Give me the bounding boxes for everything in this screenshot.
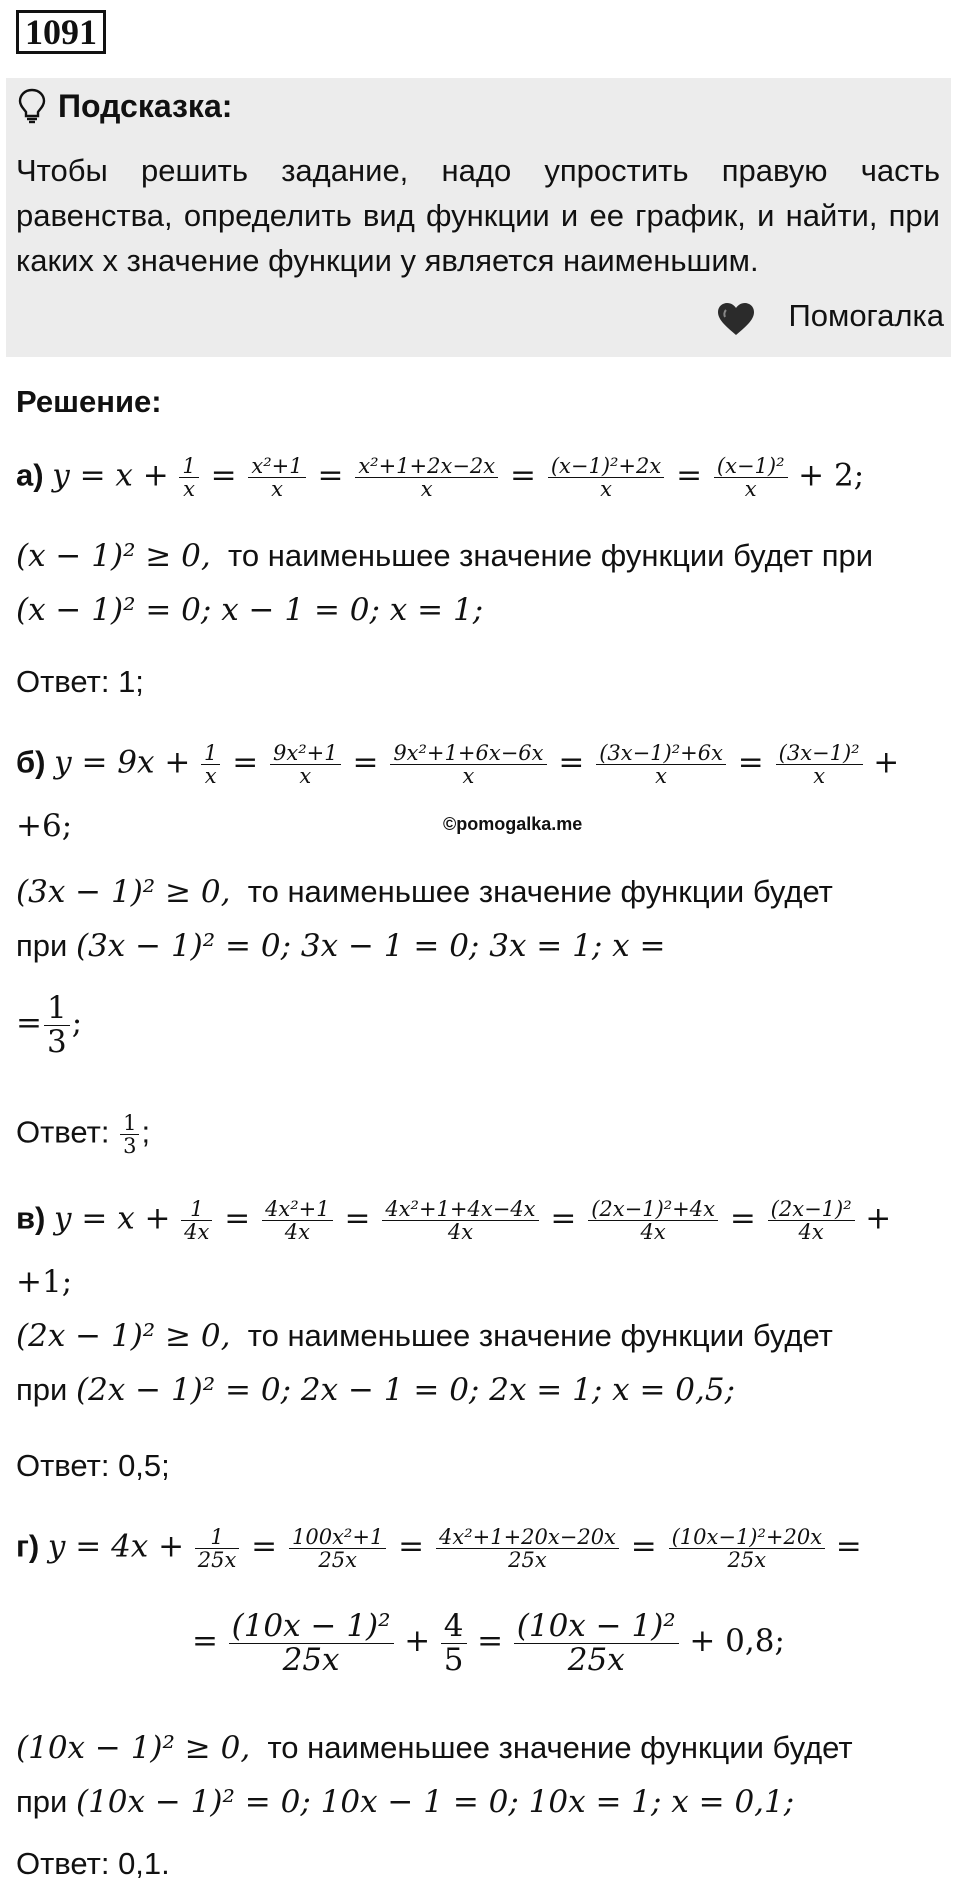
part-g-solve: при (10x − 1)² = 0; 10x − 1 = 0; 10x = 1; x = 0,1; [16, 1784, 795, 1820]
fraction: $\frac{\text{100x²+1}}{25x}$ [289, 1526, 386, 1571]
part-b-answer: Ответ: $\frac{1}{3}$ ; [16, 1111, 151, 1159]
fraction: $\frac{\text{(3x−1)²}}{x}$ [776, 742, 863, 787]
fraction: $\frac{\text{x²+1+2x−2x}}{x}$ [355, 455, 498, 500]
fraction: $\frac{\text{(2x−1)²}}{4x}$ [768, 1198, 855, 1243]
fraction: $\frac{1}{25x}$ [195, 1526, 240, 1571]
fraction: $\frac{\text{4x²+1+4x−4x}}{4x}$ [382, 1198, 538, 1243]
part-b-continuation: +6; [16, 808, 73, 844]
part-label: б) [16, 744, 46, 780]
fraction: $\frac{\text{(3x−1)²+6x}}{x}$ [596, 742, 726, 787]
fraction: $\frac{\text{(10x − 1)²}}{25x}$ [514, 1610, 679, 1676]
part-a-solve: (x − 1)² = 0; x − 1 = 0; x = 1; [16, 592, 484, 628]
part-a-equation: а) y = x + $\frac{1}{x}$ = $\frac{\text{x²+1}}{x}$ = $\frac{\text{x²+1+2x−2x}}{x}$ = $\frac{\text{(x−1)²+2x}}{x}$ = $\frac{\text{(x−1)²}}{x}$ + 2; [16, 454, 865, 502]
part-label: в) [16, 1200, 46, 1236]
fraction: $\frac{\text{(x−1)²}}{x}$ [714, 455, 788, 500]
fraction: $\frac{4}{5}$ [441, 1610, 467, 1676]
fraction: $\frac{\text{9x²+1+6x−6x}}{x}$ [390, 742, 546, 787]
fraction: $\frac{1}{x}$ [179, 455, 198, 500]
part-v-condition: (2x − 1)² ≥ 0, то наименьшее значение функции будет [16, 1318, 833, 1354]
part-a-answer: Ответ: 1; [16, 664, 144, 699]
fraction: $\frac{\text{4x²+1}}{4x}$ [262, 1198, 333, 1243]
part-b-result: = $\frac{1}{3}$ ; [16, 990, 83, 1060]
part-v-solve: при (2x − 1)² = 0; 2x − 1 = 0; 2x = 1; x = 0,5; [16, 1372, 736, 1408]
part-label: а) [16, 457, 44, 493]
eq-lead: y = x + [52, 457, 169, 494]
solution-title: Решение: [16, 384, 162, 419]
watermark: ©pomogalka.me [443, 814, 583, 834]
lightbulb-icon [18, 88, 46, 124]
part-g-equation: г) y = 4x + $\frac{1}{25x}$ = $\frac{\text{100x²+1}}{25x}$ = $\frac{\text{4x²+1+20x−20x}}{25x}$ = $\frac{\text{(10x−1)²+20x}}{25x}$ = [16, 1525, 862, 1573]
fraction: $\frac{\text{9x²+1}}{x}$ [270, 742, 341, 787]
heart-icon [716, 301, 756, 337]
fraction: $\frac{1}{3}$ [44, 992, 70, 1058]
part-a-condition: (x − 1)² ≥ 0, то наименьшее значение функции будет при [16, 538, 874, 574]
brand-label: Помогалка [788, 298, 944, 333]
part-g-continuation: = $\frac{\text{(10x − 1)²}}{25x}$ + $\frac{4}{5}$ = $\frac{\text{(10x − 1)²}}{25x}$ + 0,8; [192, 1608, 785, 1678]
fraction: $\frac{\text{(2x−1)²+4x}}{4x}$ [588, 1198, 718, 1243]
part-g-condition: (10x − 1)² ≥ 0, то наименьшее значение функции будет [16, 1730, 853, 1766]
part-g-answer: Ответ: 0,1. [16, 1846, 170, 1881]
part-v-continuation: +1; [16, 1264, 73, 1300]
fraction: $\frac{\text{(10x − 1)²}}{25x}$ [229, 1610, 394, 1676]
task-number: 1091 [16, 10, 106, 54]
hint-title: Подсказка: [58, 88, 233, 124]
part-v-answer: Ответ: 0,5; [16, 1448, 170, 1483]
part-b-equation: б) y = 9x + $\frac{1}{x}$ = $\frac{\text{9x²+1}}{x}$ = $\frac{\text{9x²+1+6x−6x}}{x}$ = $\frac{\text{(3x−1)²+6x}}{x}$ = $\frac{\text{(3x−1)²}}{x}$ + [16, 741, 900, 789]
fraction: $\frac{1}{4x}$ [181, 1198, 212, 1243]
part-v-equation: в) y = x + $\frac{1}{4x}$ = $\frac{\text{4x²+1}}{4x}$ = $\frac{\text{4x²+1+4x−4x}}{4x}$ = $\frac{\text{(2x−1)²+4x}}{4x}$ = $\frac{\text{(2x−1)²}}{4x}$ + [16, 1197, 892, 1245]
fraction: $\frac{1}{3}$ [120, 1112, 139, 1157]
fraction: $\frac{\text{x²+1}}{x}$ [248, 455, 305, 500]
fraction: $\frac{\text{(x−1)²+2x}}{x}$ [548, 455, 664, 500]
fraction: $\frac{1}{x}$ [201, 742, 220, 787]
fraction: $\frac{\text{4x²+1+20x−20x}}{25x}$ [436, 1526, 619, 1571]
part-b-solve: при (3x − 1)² = 0; 3x − 1 = 0; 3x = 1; x = [16, 928, 666, 964]
part-label: г) [16, 1528, 40, 1564]
eq-tail: + 2; [798, 457, 865, 494]
fraction: $\frac{\text{(10x−1)²+20x}}{25x}$ [669, 1526, 826, 1571]
part-b-condition: (3x − 1)² ≥ 0, то наименьшее значение функции будет [16, 874, 833, 910]
hint-text: Чтобы решить задание, надо упростить правую часть равенства, определить вид функции и ее график, и найти, при каких x значение функции y является наименьшим. [16, 153, 940, 278]
